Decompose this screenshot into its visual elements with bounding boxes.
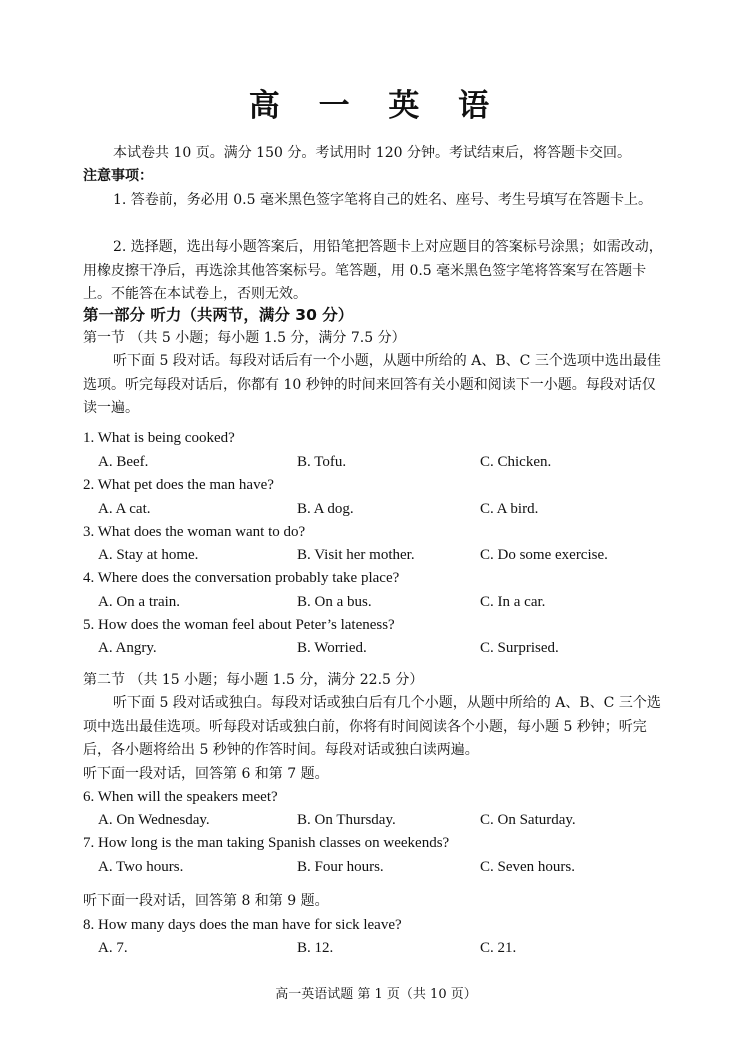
intro-text: 本试卷共 10 页。满分 150 分。考试用时 120 分钟。考试结束后，将答题卡交回。 [113,145,631,161]
prompt-8-9: 听下面一段对话，回答第 8 和第 9 题。 [83,893,329,909]
option-7a: A. Two hours. [98,859,184,875]
option-6b: B. On Thursday. [297,812,396,828]
option-2a: A. A cat. [98,501,151,517]
question-2: 2. What pet does the man have? [83,477,274,493]
option-5b: B. Worried. [297,640,367,656]
notes-heading: 注意事项： [83,168,153,184]
question-1: 1. What is being cooked? [83,430,235,446]
option-2b: B. A dog. [297,501,354,517]
option-6a: A. On Wednesday. [98,812,210,828]
option-6c: C. On Saturday. [480,812,576,828]
section2-heading: 第二节 （共 15 小题；每小题 1.5 分，满分 22.5 分） [83,672,424,688]
question-7: 7. How long is the man taking Spanish classes on weekends? [83,835,450,851]
option-3c: C. Do some exercise. [480,547,608,563]
question-3: 3. What does the woman want to do? [83,524,306,540]
question-4: 4. Where does the conversation probably take place? [83,570,400,586]
option-8a: A. 7. [98,940,128,956]
option-2c: C. A bird. [480,501,539,517]
option-7b: B. Four hours. [297,859,384,875]
option-7c: C. Seven hours. [480,859,575,875]
option-5c: C. Surprised. [480,640,559,656]
note-1: 1. 答卷前，务必用 0.5 毫米黑色签字笔将自己的姓名、座号、考生号填写在答题卡上。 [113,192,652,208]
section1-heading: 第一节 （共 5 小题；每小题 1.5 分，满分 7.5 分） [83,330,406,346]
option-3b: B. Visit her mother. [297,547,415,563]
prompt-6-7: 听下面一段对话，回答第 6 和第 7 题。 [83,766,329,782]
question-5: 5. How does the woman feel about Peter’s lateness? [83,617,395,633]
option-3a: A. Stay at home. [98,547,199,563]
option-1c: C. Chicken. [480,454,552,470]
question-6: 6. When will the speakers meet? [83,789,278,805]
option-8b: B. 12. [297,940,334,956]
option-5a: A. Angry. [98,640,157,656]
option-1a: A. Beef. [98,454,149,470]
option-8c: C. 21. [480,940,517,956]
option-4c: C. In a car. [480,594,546,610]
question-8: 8. How many days does the man have for sick leave? [83,917,402,933]
option-1b: B. Tofu. [297,454,347,470]
note-2: 2. 选择题，选出每小题答案后，用铅笔把答题卡上对应题目的答案标号涂黑；如需改动，用橡皮擦干净后，再选涂其他答案标号。笔答题，用 0.5 毫米黑色签字笔将答案写在答题卡上。不能答在本试卷上，否则无效。 [83,239,663,302]
section1-instructions: 听下面 5 段对话。每段对话后有一个小题，从题中所给的 A、B、C 三个选项中选出最佳选项。听完每段对话后，你都有 10 秒钟的时间来回答有关小题和阅读下一小题。每段对话仅读一遍。 [83,353,661,416]
option-4a: A. On a train. [98,594,181,610]
section2-instructions: 听下面 5 段对话或独白。每段对话或独白后有几个小题，从题中所给的 A、B、C 三个选项中选出最佳选项。听每段对话或独白前，你将有时间阅读各个小题，每小题 5 秒钟；听完后，各小题将给出 5 秒钟的作答时间。每段对话或独白读两遍。 [83,695,661,758]
part1-heading: 第一部分 听力（共两节，满分 30 分） [83,306,354,324]
option-4b: B. On a bus. [297,594,372,610]
page-title: 高 一 英 语 [248,88,504,124]
page-footer: 高一英语试题 第 1 页（共 10 页） [275,987,477,1002]
